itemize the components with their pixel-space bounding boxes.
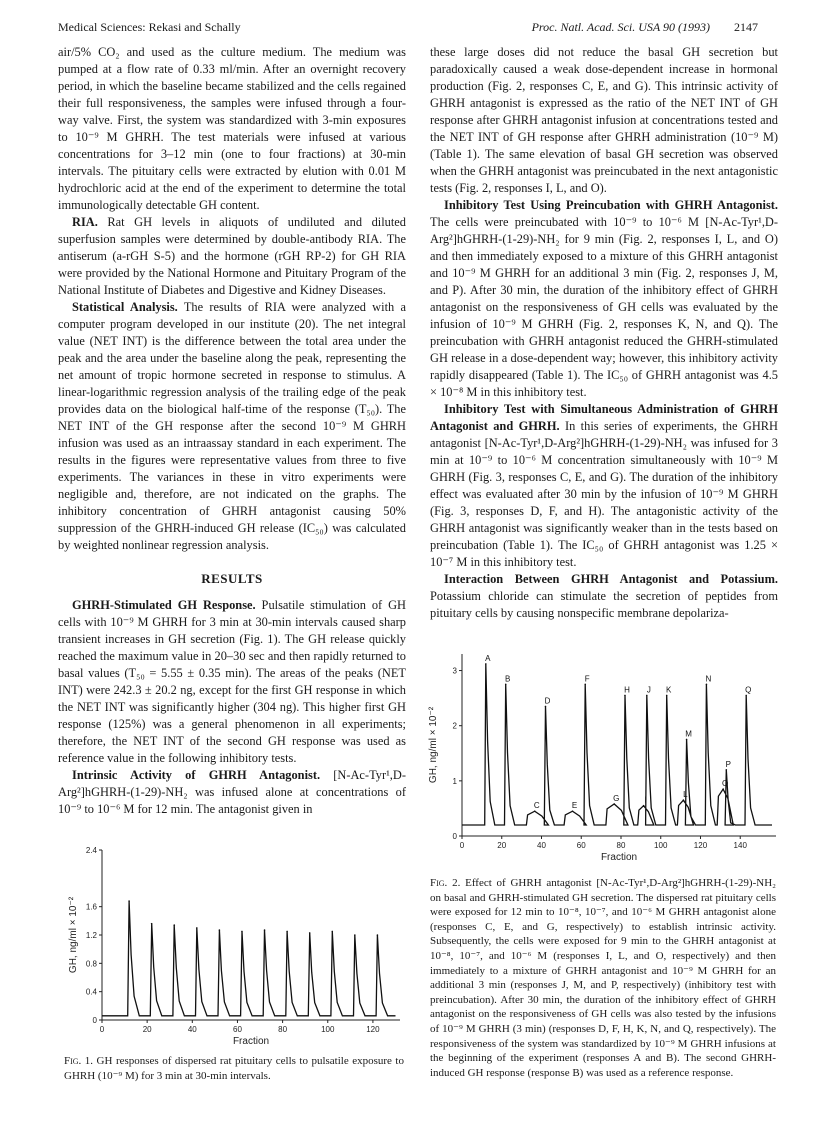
figure-1-caption-text: GH responses of dispersed rat pituitary cells to pulsatile exposure to GHRH (10⁻⁹ M) for 3 min at 30-min intervals. <box>64 1055 404 1082</box>
data-point <box>286 931 288 933</box>
x-tick-label: 100 <box>321 1025 335 1034</box>
runin-potassium: Interaction Between GHRH Antagonist and Potassium. <box>444 572 778 586</box>
x-tick-label: 20 <box>497 841 507 850</box>
paragraph-simultaneous-text: In this series of experiments, the GHRH antagonist [N-Ac-Tyr¹,D-Arg²]hGHRH-(1-29)-NH₂ was infused for 3 min at 10⁻⁹ to 10⁻⁶ M concentration simultaneously with 10⁻⁹ M GHRH (Fig. 3, responses C, E, and G). The duration of the inhibitory effect was evaluated after 30 min by the infusion of 10⁻⁹ M GHRH (Fig. 3, responses D, F, and H). The antagonistic activity of the GHRH antagonist was significantly weaker than in the tests based on preincubation (Table 1). The IC₅₀ of GHRH antagonist was 1.25 × 10⁻⁷ M in this inhibitory test. <box>430 419 778 569</box>
data-point <box>572 810 574 812</box>
data-point <box>485 663 487 665</box>
data-point <box>219 929 221 931</box>
peak-label: B <box>505 674 511 684</box>
left-column <box>58 44 406 818</box>
x-tick-label: 120 <box>366 1025 380 1034</box>
data-point <box>354 934 356 936</box>
data-point <box>686 739 688 741</box>
peak-label: G <box>613 794 620 804</box>
data-point <box>534 810 536 812</box>
data-point <box>505 684 507 686</box>
data-point <box>666 695 668 697</box>
peak-label: A <box>485 653 491 663</box>
data-point <box>722 788 724 790</box>
figure-1 <box>60 840 410 1050</box>
peak-label: N <box>705 674 712 684</box>
paragraph-intrinsic-continued: these large doses did not reduce the basal GH secretion but paradoxically caused a weak dose-dependent increase in hormonal production (Fig. 2, responses C, E, and G). This intrinsic activity of GHRH antagonist is expressed as the ratio of the NET INT of GH response after GHRH antagonist infusion at concentrations tested and the NET INT of GH response after GHRH administration (10⁻⁹ M) (Table 1). The same elevation of basal GH secretion was observed when the GHRH antagonist was preincubated in the next antagonistic tests (Fig. 2, responses I, L, and O). <box>430 45 778 195</box>
data-point <box>706 684 708 686</box>
y-axis-label: GH, ng/ml × 10⁻² <box>428 706 439 784</box>
data-point <box>151 923 153 925</box>
data-point <box>331 931 333 933</box>
data-point <box>643 805 645 807</box>
paragraph-preincubation <box>430 197 778 401</box>
y-axis-label: GH, ng/ml × 10⁻² <box>68 896 79 974</box>
y-tick-label: 0.8 <box>85 959 97 969</box>
peak-label: O <box>722 779 729 789</box>
data-point <box>241 931 243 933</box>
peak-label: D <box>544 696 551 706</box>
header-authors: Medical Sciences: Rekasi and Schally <box>58 20 241 34</box>
data-point <box>726 769 728 771</box>
paragraph-ria <box>58 214 406 299</box>
data-point <box>613 803 615 805</box>
data-point <box>264 929 266 931</box>
peak-label: Q <box>745 685 752 695</box>
data-point <box>624 695 626 697</box>
paragraph-intrinsic-activity-text: [N-Ac-Tyr¹,D-Arg²]hGHRH-(1-29)-NH₂ was infused alone at concentrations of 10⁻⁹ to 10⁻⁶ M for 12 min. The antagonist given in <box>58 768 406 816</box>
x-tick-label: 100 <box>654 841 668 850</box>
x-tick-label: 20 <box>142 1025 152 1034</box>
y-tick-label: 1.6 <box>85 902 97 912</box>
figure-2-caption-label: Fig. 2. <box>430 877 461 889</box>
results-heading: RESULTS <box>201 571 263 586</box>
peak-label: E <box>571 801 578 811</box>
figure-2-caption <box>430 876 776 1080</box>
figure-2-chart <box>428 648 782 868</box>
data-point <box>173 924 175 926</box>
paragraph-preincubation-text: The cells were preincubated with 10⁻⁹ to 10⁻⁶ M [N-Ac-Tyr¹,D-Arg²]hGHRH-(1-29)-NH₂ for 9 min (Fig. 2, responses I, L, and O) and then immediately exposed to a mixture of this GHRH antagonist and 10⁻⁹ M GHRH for an additional 3 min (Fig. 2, responses J, M, and P). After 30 min, the duration of the inhibitory effect of GHRH antagonist on the responsiveness of GH cells was evaluated by the infusion of 10⁻⁹ M GHRH (Fig. 2, responses K, N, and Q). The preincubation with GHRH antagonist reduced the GHRH-stimulated GH release in a dose-dependent way; however, this inhibitory activity rapidly disappeared (Table 1). The IC₅₀ of GHRH antagonist was 4.5 × 10⁻⁸ M in this inhibitory test. <box>430 215 778 399</box>
runin-simultaneous: Inhibitory Test with Simultaneous Administration of GHRH Antagonist and GHRH. <box>430 402 778 433</box>
paragraph-intrinsic-activity <box>58 767 406 818</box>
x-tick-label: 60 <box>576 841 586 850</box>
peak-label: J <box>646 685 651 695</box>
x-tick-label: 60 <box>233 1025 242 1034</box>
figure-1-chart <box>60 840 410 1050</box>
paragraph-ghrh-stimulated <box>58 597 406 767</box>
x-axis-label: Fraction <box>600 852 638 863</box>
runin-intrinsic-activity: Intrinsic Activity of GHRH Antagonist. <box>72 768 321 782</box>
paragraph-methods-culture: air/5% CO₂ and used as the culture medium. The medium was pumped at a flow rate of 0.33 ml/min. After an overnight recovery period, in which the baseline became stabilized and the cells regained their full responsiveness, the samples were infused through a four-way valve. First, the system was standardized with 3-min exposures to 10⁻⁹ M GHRH. The test materials were infused at various concentrations for 3–12 min (one to four fractions) at 30-min intervals. The pituitary cells were extracted by elution with 0.01 M hydrochloric acid at the end of the experiment to determine the total immunologically detectable GH content. <box>58 45 406 212</box>
data-point <box>128 900 130 902</box>
y-tick-label: 0.4 <box>85 987 97 997</box>
series-line <box>102 901 396 1016</box>
data-point <box>309 932 311 934</box>
peak-label: M <box>685 729 692 739</box>
x-tick-label: 120 <box>693 841 708 850</box>
peak-label: P <box>725 759 731 769</box>
x-tick-label: 80 <box>278 1025 288 1034</box>
peak-label: I <box>644 795 647 805</box>
figure-1-caption <box>64 1054 404 1083</box>
peak-label: H <box>624 685 630 695</box>
runin-ria: RIA. <box>72 215 98 229</box>
y-tick-label: 1 <box>452 776 457 786</box>
runin-statistics: Statistical Analysis. <box>72 300 178 314</box>
y-tick-label: 1.2 <box>85 931 97 940</box>
x-tick-label: 0 <box>99 1025 105 1034</box>
x-tick-label: 140 <box>733 841 747 850</box>
paragraph-statistics-text: The results of RIA were analyzed with a computer program developed in our institute (20). The net integral value (NET INT) is the difference between the total area under the peak and the area under the baseline along the peak, representing the net amount of tropic hormone secreted in response to stimulus. A linear-logarithmic regression analysis of the trailing edge of the peak provides data on the biological half-time of the response (T₅₀). The NET INT of the GH response after the second 10⁻⁹ M GHRH infusion was used as an intraassay standard in each experiment. The results in the figures were representative values from three to five experiments. The variances in these in vitro experiments were negligible and, therefore, are not indicated on the graphs. The inhibitory concentration of GHRH antagonist causing 50% suppression of the GHRH-induced GH release (IC₅₀) was calculated by weighted nonlinear regression analysis. <box>58 300 406 552</box>
data-point <box>683 799 685 801</box>
paragraph-potassium <box>430 571 778 622</box>
x-tick-label: 80 <box>616 841 626 850</box>
peak-label: C <box>533 801 540 811</box>
figure-2 <box>428 648 782 868</box>
data-point <box>646 695 648 697</box>
y-tick-label: 3 <box>452 666 457 676</box>
data-point <box>584 684 586 686</box>
figure-2-caption-text: Effect of GHRH antagonist [N-Ac-Tyr¹,D-Arg²]hGHRH-(1-29)-NH₂ on basal and GHRH-stimulated GH secretion. The dispersed rat pituitary cells were exposed for 12 min to 10⁻⁸, 10⁻⁷, and 10⁻⁶ M GHRH antagonist alone (responses C, E, and G, respectively) to establish intrinsic activity. Subsequently, the cells were exposed for 9 min to the GHRH antagonist at 10⁻⁸, 10⁻⁷, and 10⁻⁶ M (responses I, L, and O, respectively) and then immediately to a mixture of GHRH antagonist and 10⁻⁹ M GHRH for an additional 3 min (responses J, M, and P, respectively) (inhibitory test with preincubation). After 30 min, the duration of the inhibitory effect of GHRH antagonist on the responsiveness of GH cells was also tested by the infusions of 10⁻⁹ M GHRH (3 min) (responses D, F, H, K, N, and Q, respectively). The responsiveness of the system was standardized by 10⁻⁹ M GHRH infusions at the beginning of the experiment (responses A and B). The second GHRH-induced GH response (response B) was used as a reference response. <box>430 877 776 1079</box>
peak-label: L <box>683 790 688 800</box>
data-point <box>545 706 547 708</box>
paragraph-simultaneous <box>430 401 778 571</box>
x-tick-label: 40 <box>187 1025 197 1034</box>
peak-label: F <box>584 674 590 684</box>
peak-label: K <box>666 685 672 695</box>
page-number: 2147 <box>734 20 758 34</box>
data-point <box>745 695 747 697</box>
x-tick-label: 0 <box>459 841 465 850</box>
y-tick-label: 2.4 <box>85 846 97 855</box>
runin-preincubation: Inhibitory Test Using Preincubation with GHRH Antagonist. <box>444 198 778 212</box>
paragraph-statistics <box>58 299 406 554</box>
y-tick-label: 0 <box>452 832 457 841</box>
data-point <box>196 927 198 929</box>
right-column <box>430 44 778 622</box>
paragraph-ria-text: Rat GH levels in aliquots of undiluted and diluted superfusion samples were determined by double-antibody RIA. The antiserum (a-rGH S-5) and the hormone (rGH RP-2) for GH RIA were provided by the National Hormone and Pituitary Program of the National Institute of Diabetes and Digestive and Kidney Diseases. <box>58 215 406 297</box>
paragraph-potassium-text: Potassium chloride can stimulate the secretion of peptides from pituitary cells by causing nonspecific membrane depolariza- <box>430 589 778 620</box>
data-point <box>377 934 379 936</box>
x-tick-label: 40 <box>537 841 546 850</box>
y-tick-label: 2 <box>452 721 457 731</box>
header-journal: Proc. Natl. Acad. Sci. USA 90 (1993) <box>531 20 710 34</box>
x-axis-label: Fraction <box>232 1036 270 1047</box>
runin-ghrh-stimulated: GHRH-Stimulated GH Response. <box>72 598 256 612</box>
figure-1-caption-label: Fig. 1. <box>64 1055 94 1067</box>
y-tick-label: 0 <box>92 1016 97 1025</box>
header-right <box>532 20 758 35</box>
paragraph-ghrh-stimulated-text: Pulsatile stimulation of GH cells with 10⁻⁹ M GHRH for 3 min at 30-min intervals caused sharp transient increases in GH secretion (Fig. 1). The GH release quickly reached the maximum value in 20–30 sec and then rapidly returned to basal values (T₅₀ = 5.55 ± 0.35 min). The areas of the peaks (NET INT) were 242.3 ± 20.2 ng, except for the first GH response in which the NET INT was significantly higher (304 ng). This higher first GH response (125%) was a general phenomenon in all experiments; therefore, the NET INT of the second GH response was used as reference value in the following inhibitory tests. <box>58 598 407 765</box>
running-header <box>58 20 758 36</box>
